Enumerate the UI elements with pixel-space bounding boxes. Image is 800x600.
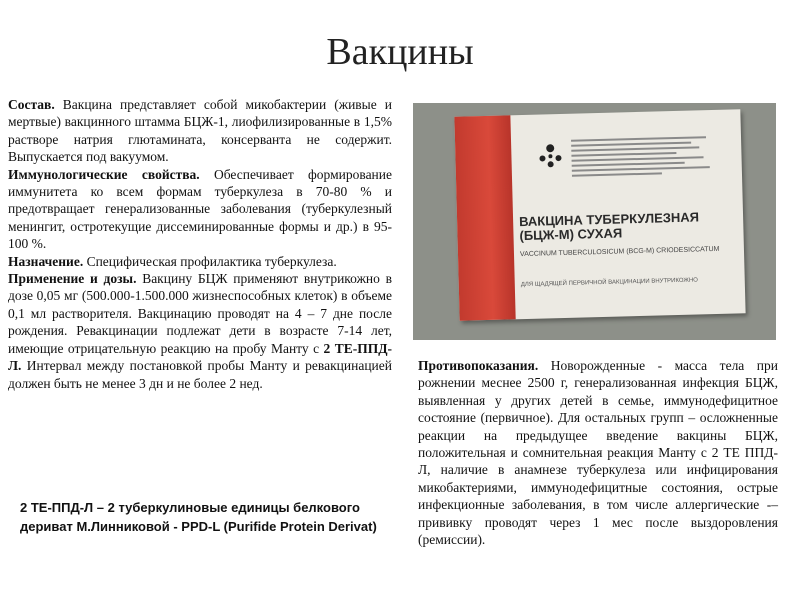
package-red-stripe — [454, 115, 515, 320]
vaccine-package-photo — [413, 103, 776, 340]
main-description — [8, 96, 392, 392]
composition-label: Состав. — [8, 97, 55, 112]
package-latin-name: VACCINUM TUBERCULOSICUM (BCG-M) CRIODESICCATUM — [519, 245, 720, 259]
package-small-print — [571, 136, 722, 180]
package-box — [454, 109, 745, 320]
package-route: ДЛЯ ЩАДЯЩЕЙ ПЕРВИЧНОЙ ВАКЦИНАЦИИ ВНУТРИКОЖНО — [520, 277, 699, 289]
page-title: Вакцины — [326, 31, 474, 73]
immuno-label: Иммунологические свойства. — [8, 166, 200, 182]
footnote: 2 ТЕ-ППД-Л – 2 туберкулиновые единицы белкового дериват М.Линниковой - PPD-L (Purifide Protein Derivat) — [20, 500, 377, 534]
contra-text: Новорожденные - масса тела при рожнении меснее 2500 г, генерализованная инфекция БЦЖ, выявленная у других детей в семье, иммунодефицитное состояние (первичное). Для остальных групп – осложненные реакции на предыдущее введение вакцины БЦЖ, положительная и сомнительная реакция Манту с 2 ТЕ ППД-Л, наличие в анамнезе туберкулеза или инфицирования микобактериями, иммунодефицитные состояния, острые инфекционные заболевания, в том числе аллергические -–прививку проводят через 1 мес после выздоровления (ремиссии). — [418, 358, 778, 548]
manufacturer-logo-icon — [535, 140, 566, 171]
immuno-text: Обеспечивает формирование иммунитета ко всем формам туберкулеза в 70-80 % и предотвращает генерализованные заболевания (туберкулезный менингит, остротекущие диссеминированные формы и др.) в 95-100 %. — [8, 166, 392, 252]
package-title: ВАКЦИНА ТУБЕРКУЛЕЗНАЯ (БЦЖ-М) СУХАЯ — [518, 209, 700, 244]
usage-label: Применение и дозы. — [8, 271, 137, 287]
contra-label: Противопоказания. — [418, 358, 539, 373]
usage-text-2: Интервал между постановкой пробы Манту и ревакцинацией должен быть не менее 3 дн и не более 2 нед. — [8, 358, 392, 391]
usage-bold-dose: 2 ТЕ-ППД-Л. — [8, 340, 393, 374]
purpose-text: Специфическая профилактика туберкулеза. — [86, 253, 337, 269]
contraindications — [418, 357, 778, 548]
composition-text: Вакцина представляет собой микобактерии (живые и мертвые) вакцинного штамма БЦЖ-1, лиофилизированные в 1,5% растворе натрия глютамината, консерванта не содержит. Выпускается под вакуумом. — [8, 97, 393, 165]
usage-text: Вакцину БЦЖ применяют внутрикожно в дозе 0,05 мг (500.000-1.500.000 жизнеспособных клеток) в объеме 0,1 мл растворителя. Вакцинацию проводят на 4 – 7 дне после рождения. Ревакцинации подлежат дети в возрасте 7-14 лет, имеющие отрицательную реакцию на пробу Манту с — [8, 271, 393, 356]
purpose-label: Назначение. — [8, 253, 84, 269]
